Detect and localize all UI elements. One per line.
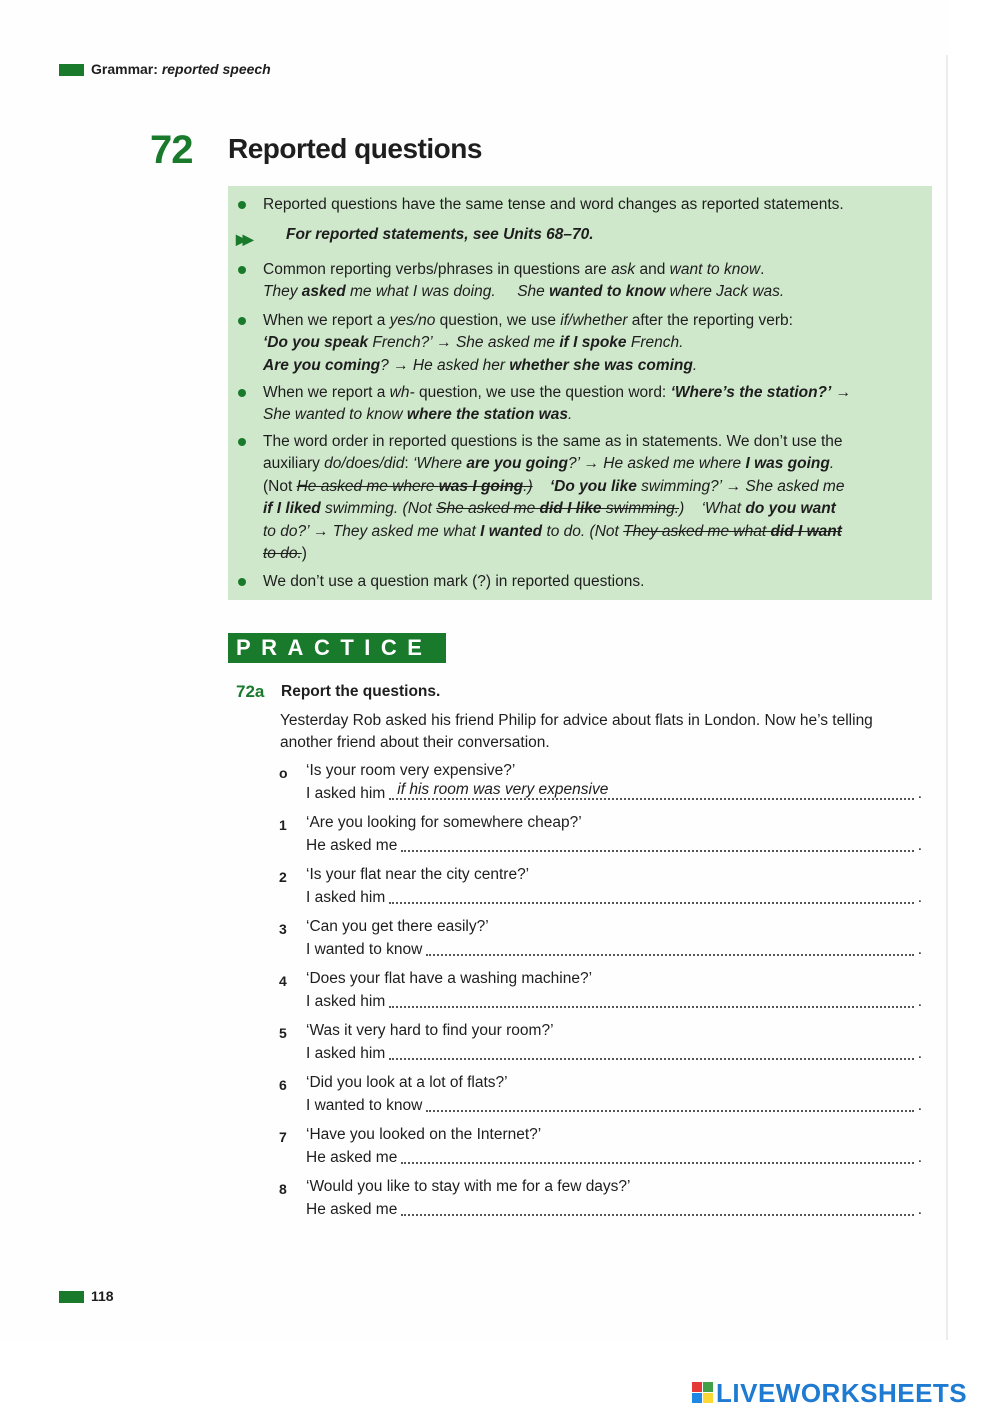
logo-square [703, 1382, 713, 1392]
header-marker [59, 64, 84, 76]
reporting-phrase: I asked him [306, 993, 386, 1010]
unit-number: 72 [150, 128, 193, 172]
reporting-phrase: I wanted to know [306, 941, 423, 958]
question-text: ‘Did you look at a lot of flats?’ [306, 1074, 508, 1091]
line-end-period: . [917, 1201, 922, 1218]
logo-square [703, 1393, 713, 1403]
bullet-icon [238, 389, 246, 397]
question-text: ‘Is your flat near the city centre?’ [306, 866, 530, 883]
cross-reference: For reported statements, see Units 68–70. [286, 226, 594, 243]
line-end-period: . [917, 941, 922, 958]
answer-text: if his room was very expensive [397, 781, 609, 798]
header-topic: reported speech [161, 61, 271, 77]
answer-line [306, 941, 922, 959]
unit-title: Reported questions [228, 133, 482, 164]
answer-blank[interactable] [389, 890, 913, 904]
line-end-period: . [917, 1149, 922, 1166]
question-text: ‘Does your flat have a washing machine?’ [306, 970, 593, 987]
answer-line [306, 781, 922, 803]
question-text: ‘Would you like to stay with me for a few days?’ [306, 1178, 631, 1195]
answer-line [306, 1201, 922, 1219]
line-end-period: . [917, 1045, 922, 1062]
question-text: ‘Is your room very expensive?’ [306, 762, 516, 779]
bullet-icon [238, 438, 246, 446]
liveworksheets-watermark [692, 1377, 967, 1409]
reporting-phrase: He asked me [306, 1201, 398, 1218]
line-end-period: . [917, 837, 922, 854]
rule-2: Common reporting verbs/phrases in questions are ask and want to know. They asked me what I was doing. She wanted to know where Jack was. [263, 261, 785, 301]
answer-blank[interactable] [401, 1202, 913, 1216]
rule-5: The word order in reported questions is the same as in statements. We don’t use the auxiliary do/does/did: ‘Where are you going?’ → He asked me where I was going. (Not He asked me where was I going.) ‘Do you like swimming?’ → She asked me if I liked swimming. (Not She asked me did I like swimming.) ‘What do you want to do?’ → They asked me what I wanted to do. (Not They asked me what did I want to do.) [263, 433, 845, 563]
reporting-phrase: I wanted to know [306, 1097, 423, 1114]
reporting-phrase: I asked him [306, 1045, 386, 1062]
item-number: 6 [279, 1077, 287, 1093]
watermark-text: LIVEWORKSHEETS [716, 1377, 968, 1408]
answer-blank[interactable] [426, 942, 913, 956]
answer-blank[interactable] [389, 994, 913, 1008]
answer-line [306, 1097, 922, 1115]
exercise-title: Report the questions. [281, 683, 441, 700]
question-text: ‘Was it very hard to find your room?’ [306, 1022, 554, 1039]
item-number: 8 [279, 1181, 287, 1197]
bullet-icon [238, 317, 246, 325]
item-number: 7 [279, 1129, 287, 1145]
item-number: 1 [279, 817, 287, 833]
item-number: 2 [279, 869, 287, 885]
line-end-period: . [917, 1097, 922, 1114]
reporting-phrase: He asked me [306, 837, 398, 854]
line-end-period: . [917, 785, 922, 802]
line-end-period: . [917, 889, 922, 906]
item-number: o [279, 765, 288, 781]
question-text: ‘Can you get there easily?’ [306, 918, 489, 935]
logo-square [692, 1393, 702, 1403]
answer-line [306, 1149, 922, 1167]
item-number: 4 [279, 973, 287, 989]
answer-line [306, 1045, 922, 1063]
page-number-marker [59, 1291, 84, 1303]
item-number: 5 [279, 1025, 287, 1041]
cross-reference-icon: ▶▶ [236, 231, 250, 247]
rule-4: When we report a wh- question, we use the question word: ‘Where’s the station?’ → She wanted to know where the station was. [263, 384, 852, 424]
reporting-phrase: He asked me [306, 1149, 398, 1166]
page-number: 118 [91, 1288, 114, 1304]
rule-6: We don’t use a question mark (?) in reported questions. [263, 573, 645, 590]
answer-blank[interactable] [389, 781, 913, 800]
rule-1: Reported questions have the same tense and word changes as reported statements. [263, 196, 844, 213]
question-text: ‘Have you looked on the Internet?’ [306, 1126, 542, 1143]
answer-blank[interactable] [401, 1150, 913, 1164]
item-number: 3 [279, 921, 287, 937]
exercise-number: 72a [236, 682, 265, 701]
header-label: Grammar: [91, 61, 158, 77]
answer-line [306, 889, 922, 907]
answer-line [306, 993, 922, 1011]
practice-label: PRACTICE [236, 635, 433, 660]
rule-3: When we report a yes/no question, we use if/whether after the reporting verb: ‘Do you speak French?’ → She asked me if I spoke French. Are you coming? → He asked her whether she was coming. [263, 312, 793, 374]
logo-square [692, 1382, 702, 1392]
section-header [91, 61, 271, 77]
question-text: ‘Are you looking for somewhere cheap?’ [306, 814, 582, 831]
bullet-icon [238, 266, 246, 274]
page-edge [946, 55, 948, 1340]
answer-blank[interactable] [426, 1098, 913, 1112]
bullet-icon [238, 578, 246, 586]
answer-line [306, 837, 922, 855]
answer-blank[interactable] [401, 838, 913, 852]
liveworksheets-logo-icon [692, 1382, 714, 1404]
bullet-icon [238, 201, 246, 209]
reporting-phrase: I asked him [306, 889, 386, 906]
exercise-intro: Yesterday Rob asked his friend Philip for advice about flats in London. Now he’s telling another friend about their conversation. [280, 712, 873, 752]
line-end-period: . [917, 993, 922, 1010]
reporting-phrase: I asked him [306, 785, 386, 802]
answer-blank[interactable] [389, 1046, 913, 1060]
